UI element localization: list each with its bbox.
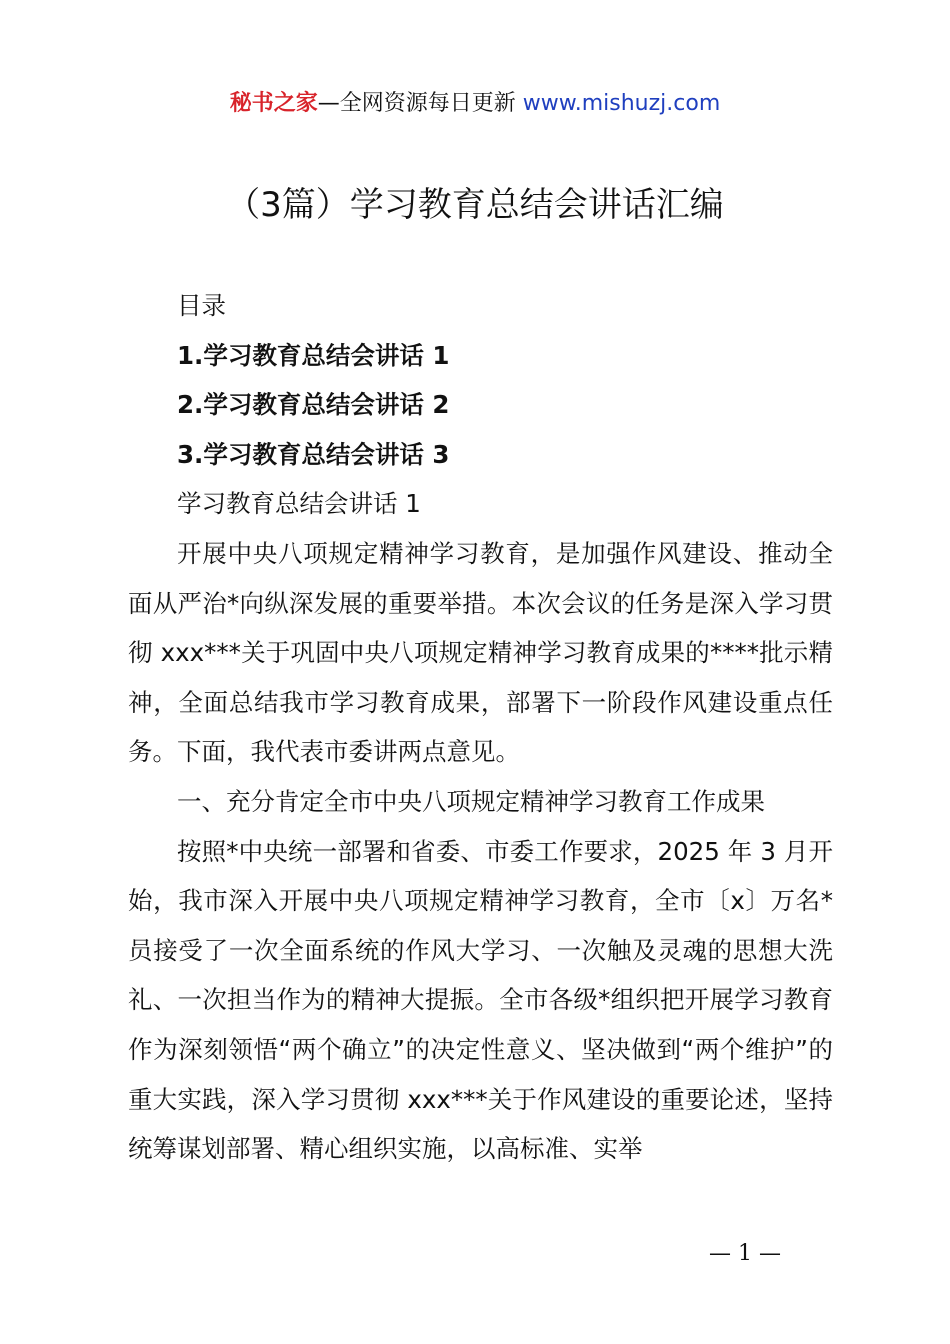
toc-item-3[interactable]: 3.学习教育总结会讲话 3	[177, 439, 450, 469]
toc-heading: 目录	[177, 291, 226, 320]
toc-item-1[interactable]: 1.学习教育总结会讲话 1	[177, 340, 450, 370]
toc-item-2[interactable]: 2.学习教育总结会讲话 2	[177, 390, 450, 420]
site-tagline: —全网资源每日更新	[317, 91, 516, 116]
section-heading: 一、充分肯定全市中央八项规定精神学习教育工作成果	[177, 786, 765, 816]
site-url-link[interactable]: www.mishuzj.com	[522, 91, 721, 116]
body-paragraph: 开展中央八项规定精神学习教育，是加强作风建设、推动全面从严治*向纵深发展的重要举措。本次会议的任务是深入学习贯彻 xxx***关于巩固中央八项规定精神学习教育成果的****批示精神，全面总结我市学习教育成果，部署下一阶段作风建设重点任务。下面，我代表市委讲两点意见。	[128, 538, 833, 767]
document-title: （3篇）学习教育总结会讲话汇编	[226, 185, 724, 225]
site-header	[0, 88, 950, 120]
page-number: — 1 —	[709, 1241, 781, 1266]
document-body	[128, 281, 833, 1174]
body-paragraph: 按照*中央统一部署和省委、市委工作要求，2025 年 3 月开始，我市深入开展中央八项规定精神学习教育，全市〔x〕万名*员接受了一次全面系统的作风大学习、一次触及灵魂的思想大洗礼、一次担当作为的精神大提振。全市各级*组织把开展学习教育作为深刻领悟“两个确立”的决定性意义、坚决做到“两个维护”的重大实践，深入学习贯彻 xxx***关于作风建设的重要论述，坚持统筹谋划部署、精心组织实施，以高标准、实举	[128, 836, 833, 1164]
site-brand: 秘书之家	[229, 91, 318, 116]
section-title: 学习教育总结会讲话 1	[177, 489, 421, 519]
